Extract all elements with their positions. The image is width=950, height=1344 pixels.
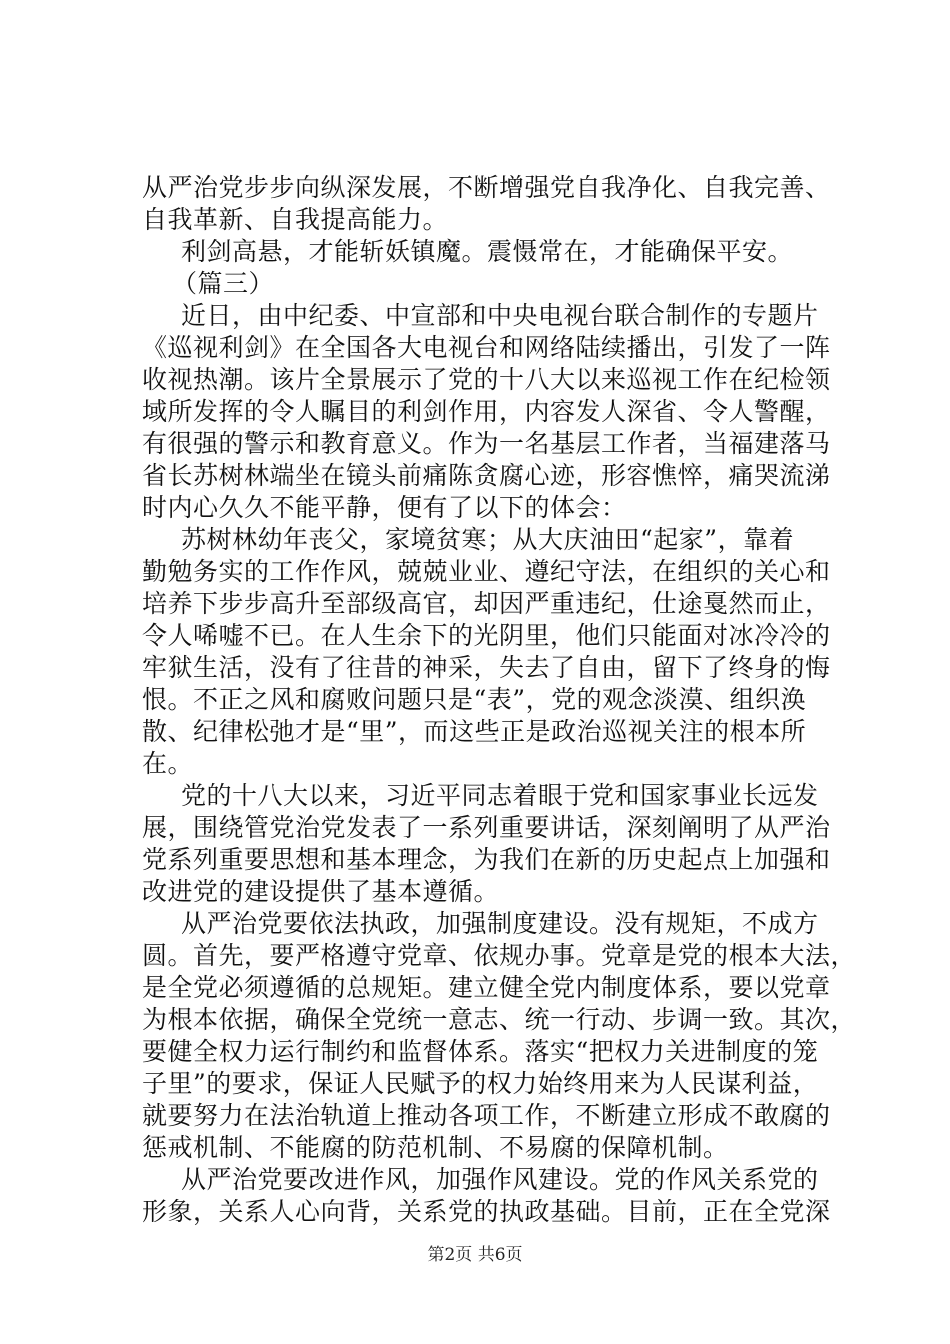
text-line: 就要努力在法治轨道上推动各项工作，不断建立形成不敢腐的 <box>142 1101 831 1130</box>
text-line: 自我革新、自我提高能力。 <box>142 205 449 234</box>
text-line: 是全党必须遵循的总规矩。建立健全党内制度体系，要以党章 <box>142 973 831 1002</box>
text-line: 从严治党要改进作风，加强作风建设。党的作风关系党的 <box>181 1165 819 1194</box>
text-line: 时内心久久不能平静，便有了以下的体会： <box>142 493 627 522</box>
text-line: 利剑高悬，才能斩妖镇魔。震慑常在，才能确保平安。 <box>181 237 794 266</box>
text-line: 惩戒机制、不能腐的防范机制、不易腐的保障机制。 <box>142 1133 729 1162</box>
text-line: 令人唏嘘不已。在人生余下的光阴里，他们只能面对冰冷冷的 <box>142 621 831 650</box>
text-line: 展，围绕管党治党发表了一系列重要讲话，深刻阐明了从严治 <box>142 813 831 842</box>
text-line: 从严治党步步向纵深发展，不断增强党自我净化、自我完善、 <box>142 173 831 202</box>
text-line: 《巡视利剑》在全国各大电视台和网络陆续播出，引发了一阵 <box>142 333 831 362</box>
text-line: 改进党的建设提供了基本遵循。 <box>142 877 500 906</box>
text-line: 近日，由中纪委、中宣部和中央电视台联合制作的专题片 <box>181 301 819 330</box>
text-line: 收视热潮。该片全景展示了党的十八大以来巡视工作在纪检领 <box>142 365 831 394</box>
page-footer: 第2页 共6页 <box>427 1245 523 1265</box>
text-line: 形象，关系人心向背，关系党的执政基础。目前，正在全党深 <box>142 1197 831 1226</box>
text-line: 勤勉务实的工作作风，兢兢业业、遵纪守法，在组织的关心和 <box>142 557 831 586</box>
document-body <box>142 172 857 1228</box>
text-line: （篇三） <box>172 269 275 298</box>
text-line: 牢狱生活，没有了往昔的神采，失去了自由，留下了终身的悔 <box>142 653 831 682</box>
text-line: 域所发挥的令人瞩目的利剑作用，内容发人深省、令人警醒， <box>142 397 831 426</box>
text-line: 培养下步步高升至部级高官，却因严重违纪，仕途戛然而止， <box>142 589 831 618</box>
text-line: 从严治党要依法执政，加强制度建设。没有规矩，不成方 <box>181 909 819 938</box>
text-line: 为根本依据，确保全党统一意志、统一行动、步调一致。其次， <box>142 1005 857 1034</box>
text-line: 党系列重要思想和基本理念，为我们在新的历史起点上加强和 <box>142 845 831 874</box>
text-line: 在。 <box>142 749 194 778</box>
text-line: 散、纪律松弛才是“里”，而这些正是政治巡视关注的根本所 <box>142 717 807 746</box>
text-line: 圆。首先，要严格遵守党章、依规办事。党章是党的根本大法， <box>142 941 857 970</box>
text-line: 有很强的警示和教育意义。作为一名基层工作者，当福建落马 <box>142 429 831 458</box>
text-line: 省长苏树林端坐在镜头前痛陈贪腐心迹，形容憔悴，痛哭流涕 <box>142 461 831 490</box>
text-line: 恨。不正之风和腐败问题只是“表”，党的观念淡漠、组织涣 <box>142 685 807 714</box>
text-line: 要健全权力运行制约和监督体系。落实“把权力关进制度的笼 <box>142 1037 819 1066</box>
text-line: 苏树林幼年丧父，家境贫寒；从大庆油田“起家”，靠着 <box>181 525 795 554</box>
text-line: 子里”的要求，保证人民赋予的权力始终用来为人民谋利益， <box>142 1069 819 1098</box>
text-line: 党的十八大以来，习近平同志着眼于党和国家事业长远发 <box>181 781 819 810</box>
